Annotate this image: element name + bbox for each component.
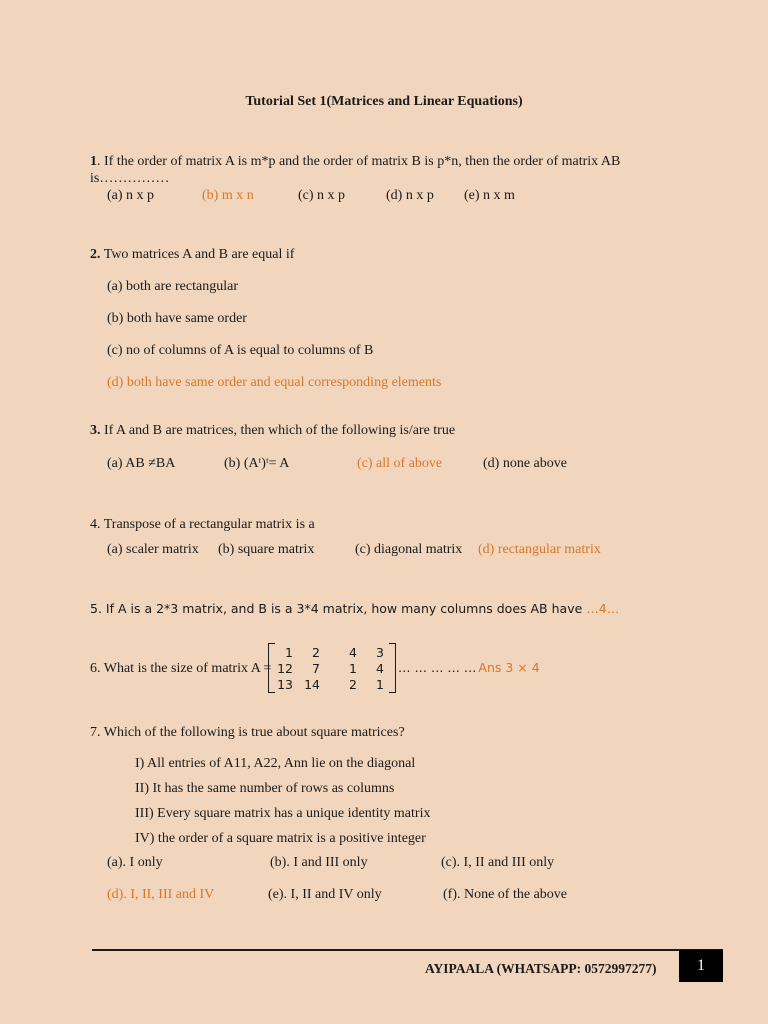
statement: I) All entries of A11, A22, Ann lie on the diagonal xyxy=(135,756,416,771)
question-text: If A and B are matrices, then which of the following is/are true xyxy=(100,423,456,438)
option-a: (a) scaler matrix xyxy=(107,542,199,557)
question-number: 3. xyxy=(90,423,101,438)
statement: III) Every square matrix has a unique identity matrix xyxy=(135,806,431,821)
question-1-continuation: is…………… xyxy=(90,171,170,186)
option-a: (a). I only xyxy=(107,855,163,870)
matrix-a xyxy=(268,643,396,693)
footer-author: AYIPAALA (WHATSAPP: 0572997277) xyxy=(425,961,657,976)
matrix-cell: 1 xyxy=(285,645,293,660)
question-3 xyxy=(90,424,455,438)
question-text: Two matrices A and B are equal if xyxy=(100,247,295,262)
question-5 xyxy=(90,603,619,616)
question-text: 5. If A is a 2*3 matrix, and B is a 3*4 matrix, how many columns does AB have xyxy=(90,601,583,616)
dots: … … … … … xyxy=(398,660,477,675)
option-b: (b) both have same order xyxy=(107,311,247,326)
option-d: (d) n x p xyxy=(386,188,434,203)
option-c: (c) n x p xyxy=(298,188,346,203)
page-title: Tutorial Set 1(Matrices and Linear Equations) xyxy=(245,94,523,109)
question-text: . If the order of matrix A is m*p and the order of matrix B is p*n, then the order of matrix AB xyxy=(97,154,621,169)
footer-divider xyxy=(92,949,723,951)
option-a: (a) both are rectangular xyxy=(107,279,238,294)
option-c-answer: (c) all of above xyxy=(357,456,443,471)
option-b-answer: (b) m x n xyxy=(202,188,254,203)
option-e: (e) n x m xyxy=(464,188,515,203)
option-b: (b) (Aᵗ)ᵗ= A xyxy=(224,456,290,471)
matrix-cell: 4 xyxy=(349,645,357,660)
answer: Ans 3 × 4 xyxy=(478,660,540,675)
question-1 xyxy=(90,155,620,169)
option-b: (b) square matrix xyxy=(218,542,315,557)
question-2 xyxy=(90,248,294,262)
question-number: 1 xyxy=(90,154,97,169)
matrix-cell: 1 xyxy=(376,677,384,692)
option-a: (a) n x p xyxy=(107,188,155,203)
matrix-cell: 1 xyxy=(349,661,357,676)
option-d-answer: (d) rectangular matrix xyxy=(478,542,601,557)
option-f: (f). None of the above xyxy=(443,887,568,902)
option-d-answer: (d) both have same order and equal corresponding elements xyxy=(107,375,442,390)
option-a: (a) AB ≠BA xyxy=(107,456,176,471)
matrix-cell: 4 xyxy=(376,661,384,676)
matrix-right-bracket xyxy=(389,643,396,693)
statement: IV) the order of a square matrix is a positive integer xyxy=(135,831,426,846)
matrix-cell: 3 xyxy=(376,645,384,660)
matrix-cell: 7 xyxy=(312,661,320,676)
matrix-cell: 13 xyxy=(277,677,293,692)
option-d-answer: (d). I, II, III and IV xyxy=(107,887,215,902)
question-4: 4. Transpose of a rectangular matrix is a xyxy=(90,517,315,532)
option-c: (c) no of columns of A is equal to columns of B xyxy=(107,343,374,358)
statement: II) It has the same number of rows as columns xyxy=(135,781,395,796)
option-c: (c) diagonal matrix xyxy=(355,542,463,557)
matrix-cell: 14 xyxy=(304,677,320,692)
page-number: 1 xyxy=(679,950,723,982)
question-7: 7. Which of the following is true about square matrices? xyxy=(90,725,405,740)
option-b: (b). I and III only xyxy=(270,855,368,870)
option-e: (e). I, II and IV only xyxy=(268,887,382,902)
matrix-cell: 2 xyxy=(312,645,320,660)
question-6: 6. What is the size of matrix A = xyxy=(90,661,272,676)
option-c: (c). I, II and III only xyxy=(441,855,555,870)
question-number: 2. xyxy=(90,247,101,262)
answer: …4… xyxy=(586,601,620,616)
matrix-cell: 2 xyxy=(349,677,357,692)
option-d: (d) none above xyxy=(483,456,567,471)
question-6-answer-line xyxy=(398,662,540,675)
matrix-cell: 12 xyxy=(277,661,293,676)
